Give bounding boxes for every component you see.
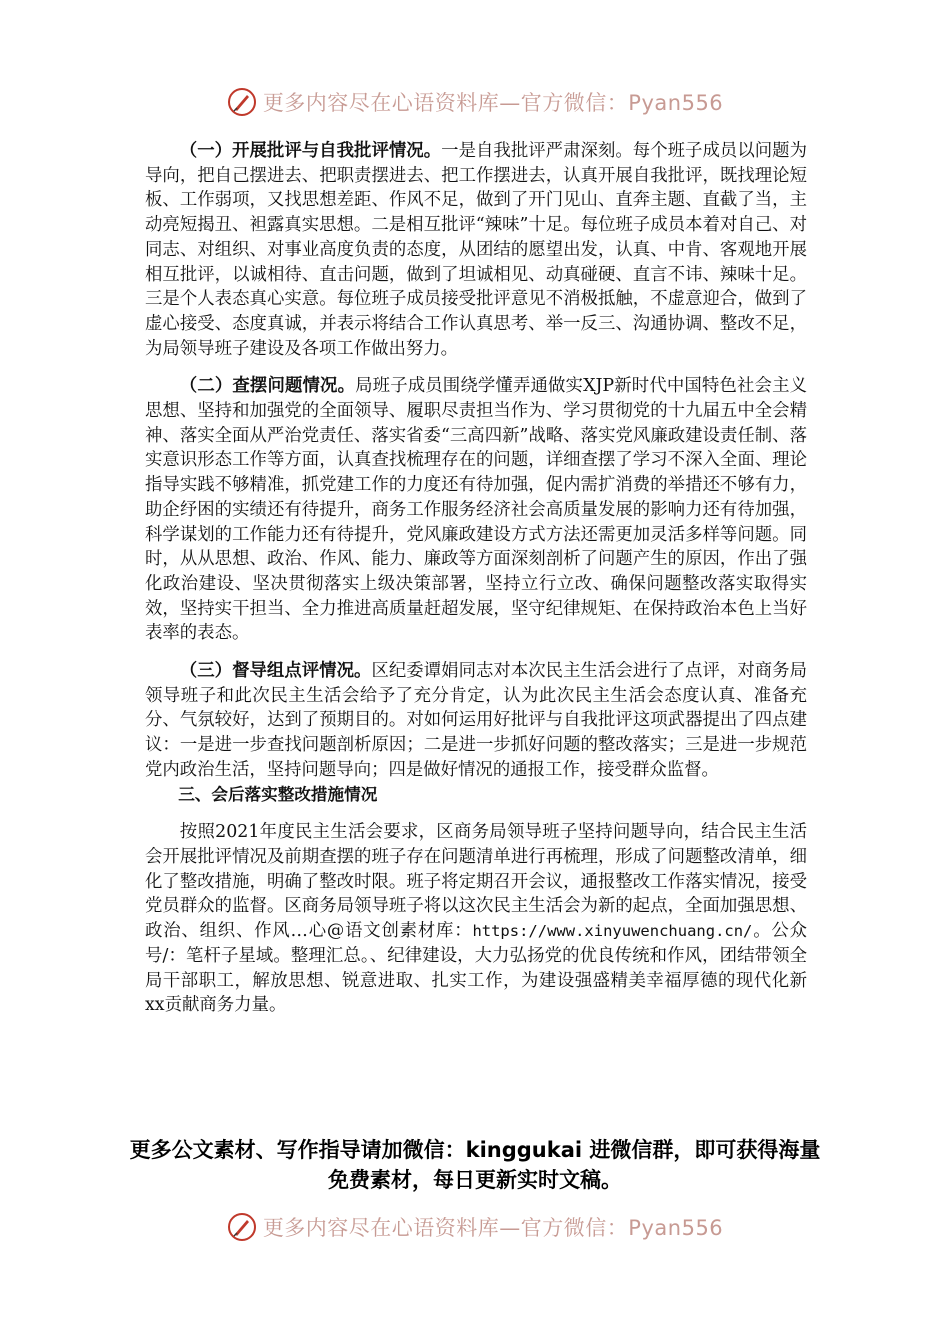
header-banner <box>0 82 950 122</box>
paragraph-review <box>145 659 807 783</box>
paragraph-rectification <box>145 820 807 1018</box>
quill-logo-icon <box>227 1212 257 1242</box>
quill-logo-icon <box>227 87 257 117</box>
header-banner-text: 更多内容尽在心语资料库—官方微信：Pyan556 <box>262 91 724 115</box>
section-heading: 三、会后落实整改措施情况 <box>178 784 378 804</box>
document-body <box>145 139 807 1018</box>
footer-banner <box>0 1207 950 1247</box>
paragraph-lead: （三）督导组点评情况。 <box>179 661 372 682</box>
paragraph-criticism <box>145 139 807 361</box>
paragraph-text-continued: 。公众号/：笔杆子星域。整理汇总。、纪律建设，大力弘扬党的优良传统和作风，团结带领全局干部职工，解放思想、锐意进取、扎实工作，为建设强盛精美幸福厚德的现代化新xx贡献商务力量。 <box>145 921 807 1016</box>
paragraph-text: 局班子成员围绕学懂弄通做实XJP新时代中国特色社会主义思想、坚持和加强党的全面领导、履职尽责担当作为、学习贯彻党的十九届五中全会精神、落实全面从严治党责任、落实省委“三高四新”战略、落实党风廉政建设责任制、落实意识形态工作等方面，认真查找梳理存在的问题，详细查摆了学习不深入全面、理论指导实践不够精准，抓党建工作的力度还有待加强，促内需扩消费的举措还不够有力，助企纾困的实绩还有待提升，商务工作服务经济社会高质量发展的影响力还有待加强，科学谋划的工作能力还有待提升，党风廉政建设方式方法还需更加灵活多样等问题。同时，从从思想、政治、作风、能力、廉政等方面深刻剖析了问题产生的原因，作出了强化政治建设、坚决贯彻落实上级决策部署，坚持立行立改、确保问题整改落实取得实效，坚持实干担当、全力推进高质量赶超发展，坚守纪律规矩、在保持政治本色上当好表率的表态。 <box>145 376 807 644</box>
paragraph-lead: （二）查摆问题情况。 <box>179 376 356 397</box>
paragraph-text: 按照2021年度民主生活会要求，区商务局领导班子坚持问题导向，结合民主生活会开展批评情况及前期查摆的班子存在问题清单进行再梳理，形成了问题整改清单，细化了整改措施，明确了整改时限。班子将定期召开会议，通报整改工作落实情况，接受党员群众的监督。区商务局领导班子将以这次民主生活会为新的起点，全面加强思想、政治、组织、作风…心@语文创素材库： <box>145 822 807 942</box>
promo-text: 更多公文素材、写作指导请加微信：kinggukai 进微信群，即可获得海量免费素材，每日更新实时文稿。 <box>129 1138 821 1192</box>
paragraph-text: 一是自我批评严肃深刻。每个班子成员以问题为导向，把自己摆进去、把职责摆进去、把工作摆进去，认真开展自我批评，既找理论短板、工作弱项，又找思想差距、作风不足，做到了开门见山、直奔主题、直截了当，主动亮短揭丑、袒露真实思想。二是相互批评“辣味”十足。每位班子成员本着对自己、对同志、对组织、对事业高度负责的态度，从团结的愿望出发，认真、中肯、客观地开展相互批评，以诚相待、直击问题，做到了坦诚相见、动真碰硬、直言不讳、辣味十足。三是个人表态真心实意。每位班子成员接受批评意见不消极抵触，不虚意迎合，做到了虚心接受、态度真诚，并表示将结合工作认真思考、举一反三、沟通协调、整改不足，为局领导班子建设及各项工作做出努力。 <box>145 141 807 359</box>
paragraph-lead: （一）开展批评与自我批评情况。 <box>179 141 442 161</box>
paragraph-text: 区纪委谭娟同志对本次民主生活会进行了点评，对商务局领导班子和此次民主生活会给予了充分肯定，认为此次民主生活会态度认真、准备充分、气氛较好，达到了预期目的。对如何运用好批评与自我批评这项武器提出了四点建议：一是进一步查找问题剖析原因；二是进一步抓好问题的整改落实；三是进一步规范党内政治生活，坚持问题导向；四是做好情况的通报工作，接受群众监督。 <box>145 661 807 780</box>
source-url: https://www.xinyuwenchuang.cn/ <box>472 922 753 941</box>
footer-banner-text: 更多内容尽在心语资料库—官方微信：Pyan556 <box>262 1216 724 1240</box>
paragraph-problems <box>145 374 807 646</box>
